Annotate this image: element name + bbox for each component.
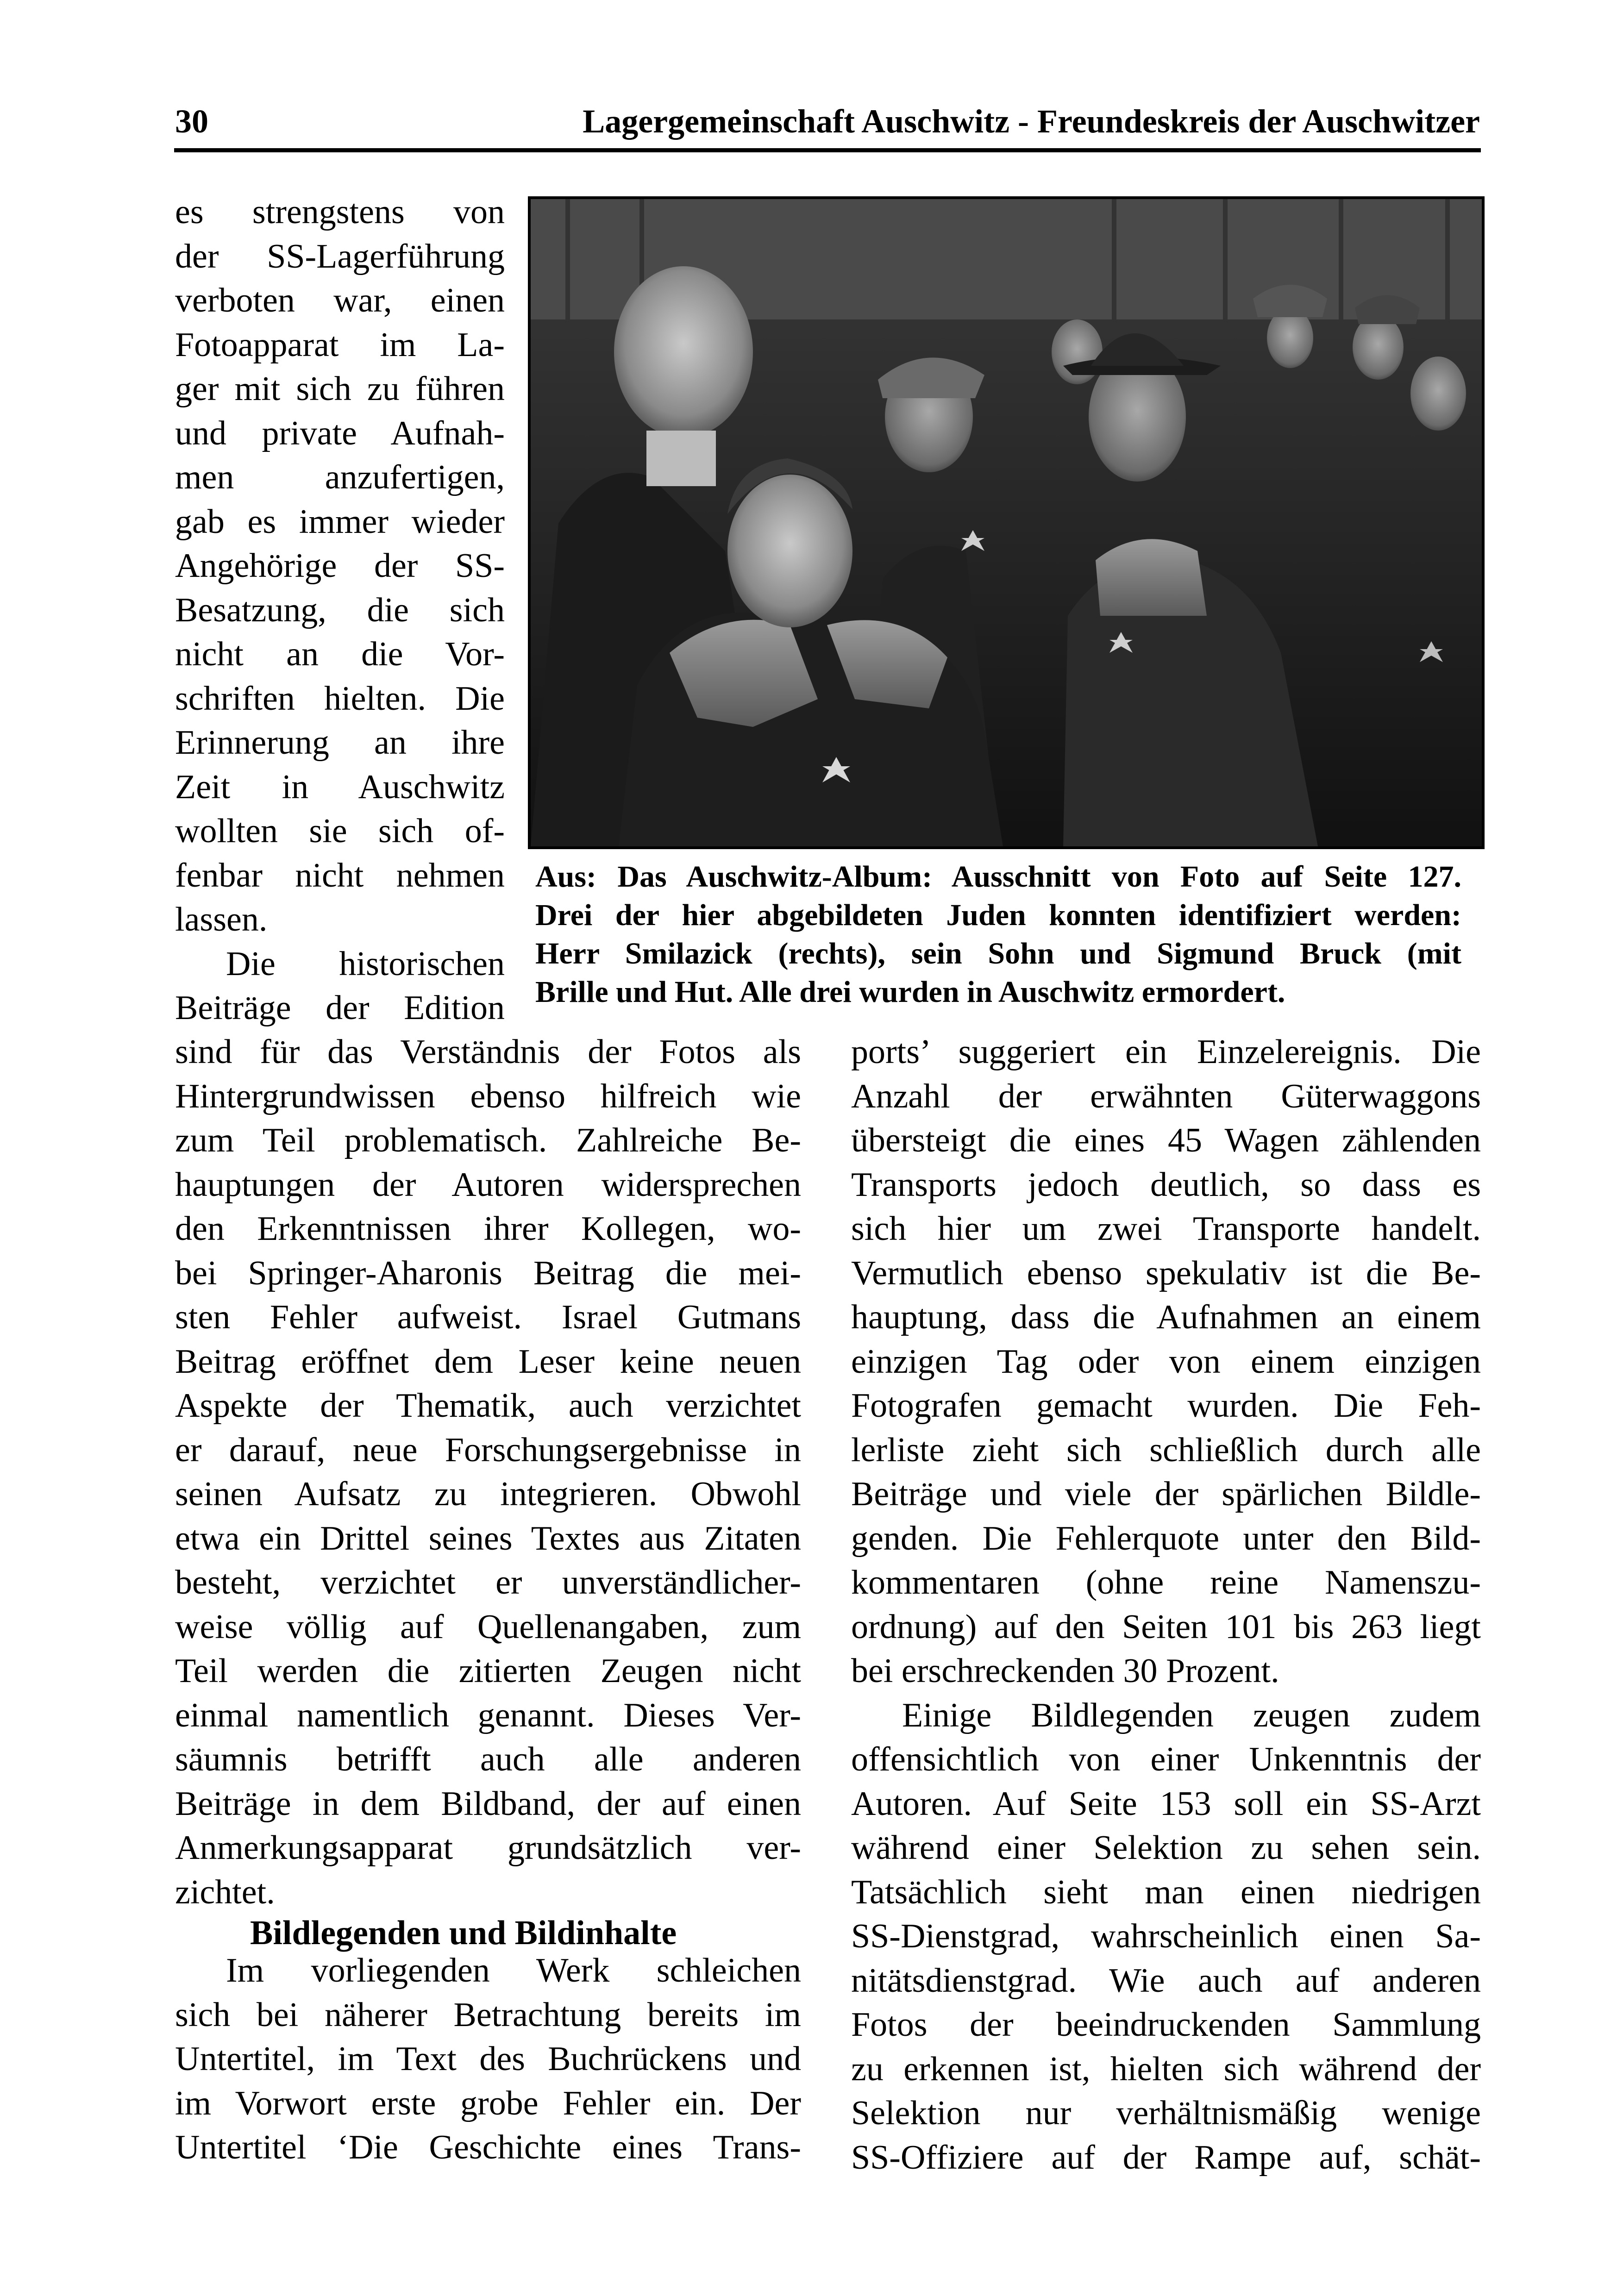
- text-line: Anmerkungsapparat grundsätzlich ver-: [175, 1829, 801, 1867]
- text-line: hauptungen der Autoren widersprechen: [175, 1165, 801, 1204]
- text-line: Erinnerung an ihre: [175, 724, 505, 762]
- text-line: schriften hielten. Die: [175, 679, 505, 718]
- text-line: gab es immer wieder: [175, 502, 505, 541]
- historical-photo: [528, 196, 1485, 849]
- text-line: Teil werden die zitierten Zeugen nicht: [175, 1652, 801, 1690]
- text-line: verboten war, einen: [175, 282, 505, 319]
- text-line: Besatzung, die sich: [175, 591, 505, 629]
- text-line: men anzufertigen,: [175, 458, 505, 496]
- text-line: wollten sie sich of-: [175, 812, 505, 850]
- photo-caption: [535, 857, 1461, 1011]
- left-text-column: [175, 1030, 801, 1914]
- header-rule: [174, 148, 1481, 152]
- text-line: Beiträge in dem Bildband, der auf einen: [175, 1784, 801, 1823]
- text-line: zu erkennen ist, hielten sich während der: [851, 2050, 1481, 2088]
- text-line: er darauf, neue Forschungsergebnisse in: [175, 1431, 801, 1469]
- text-line: Anzahl der erwähnten Güterwaggons: [851, 1077, 1481, 1115]
- text-line: Fotos der beeindruckenden Sammlung: [851, 2006, 1481, 2044]
- text-line: etwa ein Drittel seines Textes aus Zitaten: [175, 1519, 801, 1558]
- text-line: offensichtlich von einer Unkenntnis der: [851, 1740, 1481, 1778]
- running-title: Lagergemeinschaft Auschwitz - Freundeskreis der Auschwitzer: [583, 103, 1480, 140]
- text-line: Fotografen gemacht wurden. Die Feh-: [851, 1387, 1481, 1425]
- text-line: einmal namentlich genannt. Dieses Ver-: [175, 1696, 801, 1734]
- section-heading: Bildlegenden und Bildinhalte: [250, 1914, 677, 1952]
- text-line: sich hier um zwei Transporte handelt.: [851, 1210, 1481, 1248]
- text-line: einzigen Tag oder von einem einzigen: [851, 1342, 1481, 1381]
- text-line: Untertitel, im Text des Buchrückens und: [175, 2040, 801, 2078]
- text-line: Beiträge der Edition: [175, 989, 505, 1027]
- text-line: fenbar nicht nehmen: [175, 856, 505, 895]
- text-line: Angehörige der SS-: [175, 547, 505, 585]
- text-line: ports’ suggeriert ein Einzelereignis. Die: [851, 1033, 1481, 1071]
- caption-line: Drei der hier abgebildeten Juden konnten identifiziert werden:: [535, 898, 1461, 932]
- left-text-column-continued: [175, 1949, 801, 2170]
- text-line: Vermutlich ebenso spekulativ ist die Be-: [851, 1254, 1481, 1292]
- text-line: Beiträge und viele der spärlichen Bildle-: [851, 1475, 1481, 1513]
- narrow-text-column: [175, 190, 505, 1031]
- photo-illustration: [531, 199, 1482, 846]
- text-line: und private Aufnah-: [175, 414, 505, 452]
- text-line: es strengstens von: [175, 193, 505, 231]
- page-number: 30: [175, 103, 208, 140]
- text-line: nitätsdienstgrad. Wie auch auf anderen: [851, 1961, 1481, 2000]
- text-line: nicht an die Vor-: [175, 635, 505, 673]
- text-line: zum Teil problematisch. Zahlreiche Be-: [175, 1121, 801, 1159]
- text-line: sich bei näherer Betrachtung bereits im: [175, 1996, 801, 2034]
- text-line: Die historischen: [226, 945, 505, 983]
- right-text-column: [851, 1030, 1481, 2180]
- text-line: Tatsächlich sieht man einen niedrigen: [851, 1873, 1481, 1911]
- text-line: während einer Selektion zu sehen sein.: [851, 1829, 1481, 1867]
- text-line: weise völlig auf Quellenangaben, zum: [175, 1608, 801, 1646]
- text-line: Autoren. Auf Seite 153 soll ein SS-Arzt: [851, 1784, 1481, 1823]
- text-line: übersteigt die eines 45 Wagen zählenden: [851, 1121, 1481, 1159]
- text-line: Zeit in Auschwitz: [175, 768, 505, 806]
- text-line: Selektion nur verhältnismäßig wenige: [851, 2094, 1481, 2132]
- text-line: genden. Die Fehlerquote unter den Bild-: [851, 1519, 1481, 1558]
- text-line: Hintergrundwissen ebenso hilfreich wie: [175, 1077, 801, 1115]
- text-line: Aspekte der Thematik, auch verzichtet: [175, 1387, 801, 1425]
- text-line: der SS-Lagerführung: [175, 237, 505, 275]
- text-line: besteht, verzichtet er unverständlicher-: [175, 1564, 801, 1602]
- text-line: Untertitel ‘Die Geschichte eines Trans-: [175, 2128, 801, 2166]
- text-line: Im vorliegenden Werk schleichen: [226, 1952, 801, 1989]
- text-line: sind für das Verständnis der Fotos als: [175, 1033, 801, 1071]
- text-line: ger mit sich zu führen: [175, 370, 505, 408]
- text-line: den Erkenntnissen ihrer Kollegen, wo-: [175, 1210, 801, 1248]
- caption-line: Herr Smilazick (rechts), sein Sohn und Sigmund Bruck (mit: [535, 937, 1461, 970]
- text-line: Fotoapparat im La-: [175, 325, 505, 364]
- text-line: kommentaren (ohne reine Namenszu-: [851, 1564, 1481, 1602]
- caption-line: Aus: Das Auschwitz-Album: Ausschnitt von Foto auf Seite 127.: [535, 860, 1461, 894]
- text-line: seinen Aufsatz zu integrieren. Obwohl: [175, 1475, 801, 1513]
- text-line: Transports jedoch deutlich, so dass es: [851, 1165, 1481, 1204]
- text-line: lerliste zieht sich schließlich durch alle: [851, 1431, 1481, 1469]
- text-line: bei Springer-Aharonis Beitrag die mei-: [175, 1254, 801, 1292]
- text-line: zichtet.: [175, 1873, 275, 1911]
- text-line: hauptung, dass die Aufnahmen an einem: [851, 1298, 1481, 1336]
- text-line: bei erschreckenden 30 Prozent.: [851, 1652, 1279, 1690]
- text-line: säumnis betrifft auch alle anderen: [175, 1740, 801, 1778]
- text-line: sten Fehler aufweist. Israel Gutmans: [175, 1298, 801, 1336]
- text-line: im Vorwort erste grobe Fehler ein. Der: [175, 2084, 801, 2122]
- caption-line: Brille und Hut. Alle drei wurden in Auschwitz ermordert.: [535, 975, 1285, 1009]
- text-line: SS-Dienstgrad, wahrscheinlich einen Sa-: [851, 1917, 1481, 1955]
- text-line: Beitrag eröffnet dem Leser keine neuen: [175, 1342, 801, 1381]
- text-line: SS-Offiziere auf der Rampe auf, schät-: [851, 2138, 1481, 2177]
- text-line: lassen.: [175, 901, 268, 938]
- text-line: Einige Bildlegenden zeugen zudem: [902, 1696, 1481, 1734]
- text-line: ordnung) auf den Seiten 101 bis 263 liegt: [851, 1608, 1481, 1646]
